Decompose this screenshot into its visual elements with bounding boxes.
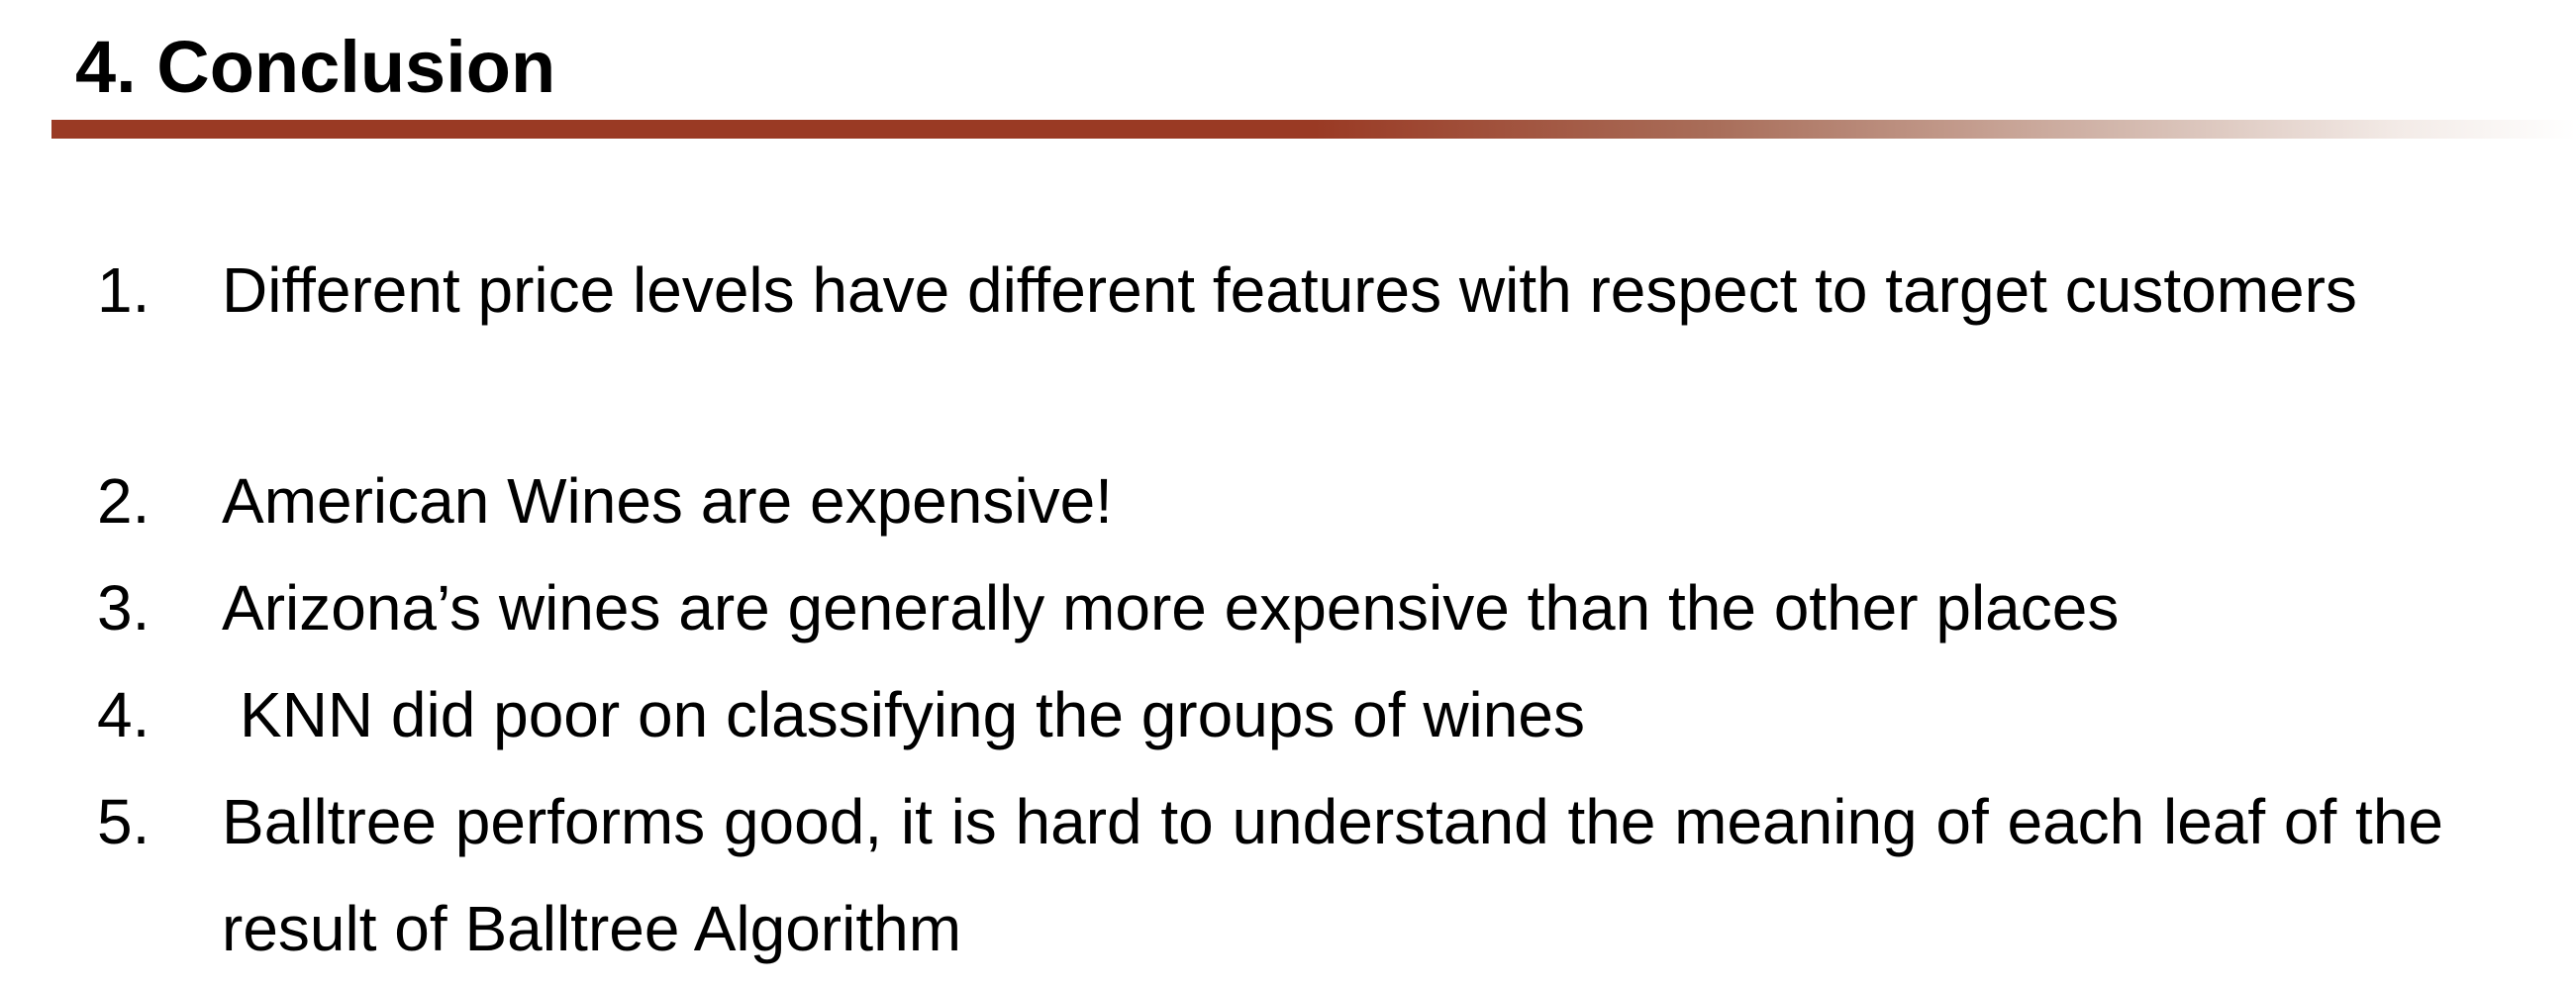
- list-item-text: Arizona’s wines are generally more expensive than the other places: [222, 572, 2120, 644]
- list-item-number: 2.: [97, 465, 150, 537]
- list-item-number: 1.: [97, 254, 150, 326]
- title-divider: [51, 120, 2576, 139]
- list-item-text: KNN did poor on classifying the groups of wines: [240, 679, 1585, 750]
- slide-title: 4. Conclusion: [75, 26, 556, 108]
- list-item-number: 5.: [97, 786, 150, 857]
- list-item-text: Different price levels have different features with respect to target customers: [222, 254, 2357, 326]
- list-item-number: 3.: [97, 572, 150, 644]
- list-item-text: Balltree performs good, it is hard to understand the meaning of each leaf of the result of Balltree Algorithm: [222, 786, 2443, 964]
- list-item-text: American Wines are expensive!: [222, 465, 1113, 537]
- list-item-number: 4.: [97, 679, 150, 750]
